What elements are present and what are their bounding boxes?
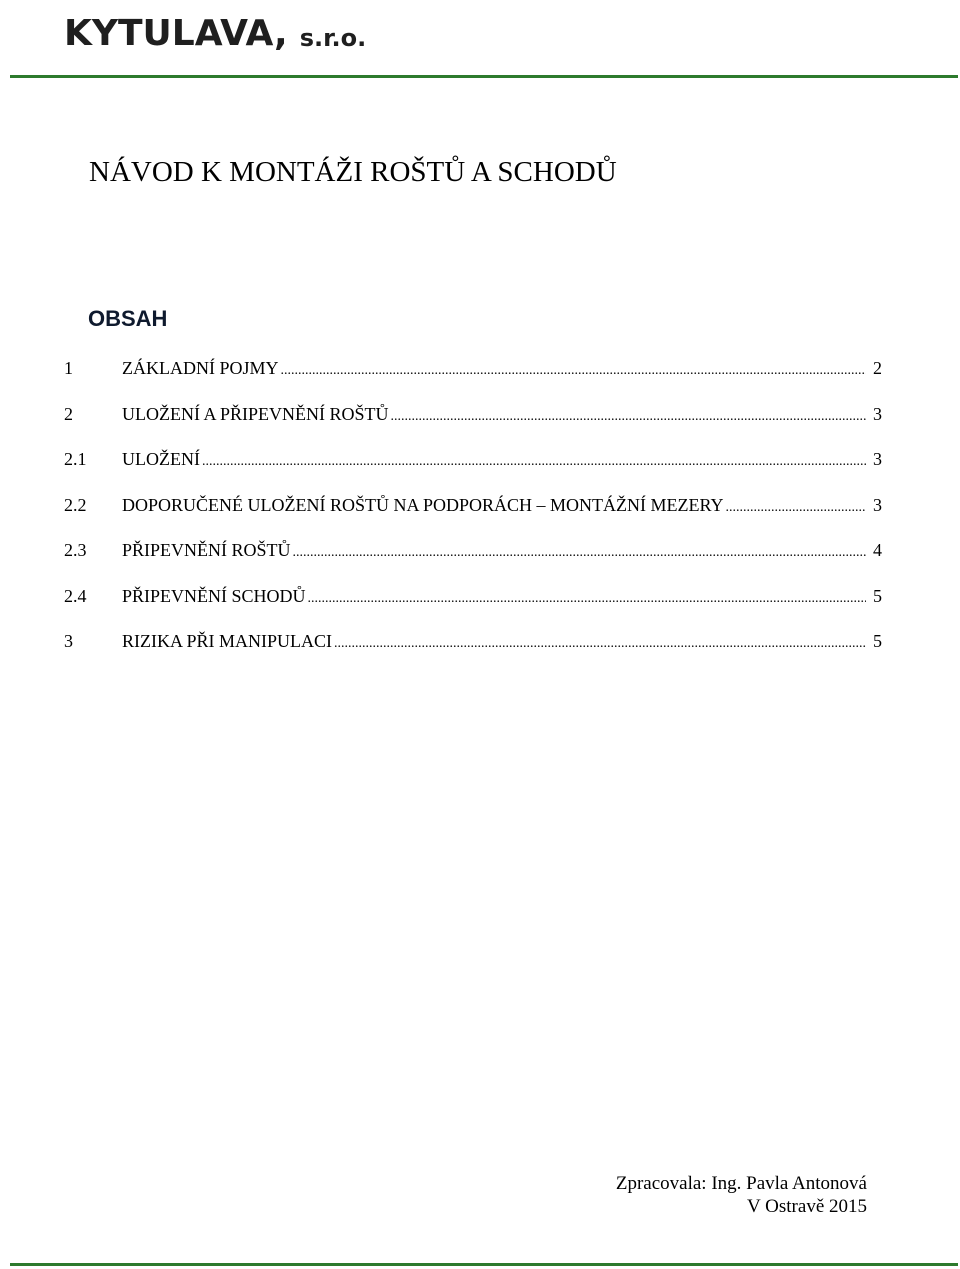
toc-entry[interactable]: [64, 493, 882, 539]
prepared-by: Zpracovala: Ing. Pavla Antonová: [615, 1173, 867, 1194]
toc-entry-label[interactable]: ULOŽENÍ: [122, 449, 200, 469]
toc-entry-number: 2: [64, 403, 73, 424]
toc-dot-leader: [308, 587, 866, 611]
toc-entry[interactable]: [64, 538, 882, 584]
toc-entry[interactable]: [64, 584, 882, 630]
toc-dot-leader: [293, 541, 866, 565]
toc-entry-page: 5: [873, 585, 882, 606]
header-divider: [10, 75, 958, 78]
toc-entry-number: 2.1: [64, 449, 87, 469]
toc-dot-leader: [391, 405, 866, 429]
toc-entry-label[interactable]: ULOŽENÍ A PŘIPEVNĚNÍ ROŠTŮ: [122, 403, 389, 424]
toc-entry-label[interactable]: ZÁKLADNÍ POJMY: [122, 358, 279, 378]
toc-entry-page: 4: [873, 540, 882, 560]
toc-heading: OBSAH: [88, 306, 168, 331]
toc-entry-number: 2.4: [64, 585, 87, 606]
toc-entry-number: 1: [64, 358, 73, 378]
toc-entry-page: 2: [873, 358, 882, 378]
toc-entry-label[interactable]: PŘIPEVNĚNÍ SCHODŮ: [122, 585, 306, 606]
toc-dot-leader: [334, 632, 866, 656]
toc-entry-page: 3: [873, 403, 882, 424]
toc-entry-label[interactable]: RIZIKA PŘI MANIPULACI: [122, 631, 333, 651]
toc-entry-page: 5: [873, 631, 882, 651]
toc-entry-page: 3: [873, 449, 882, 469]
document-title: NÁVOD K MONTÁŽI ROŠTŮ A SCHODŮ: [89, 156, 617, 188]
toc-entry[interactable]: [64, 356, 882, 402]
company-logo: [64, 2, 366, 52]
place-and-year: V Ostravě 2015: [747, 1196, 867, 1217]
toc-entry-page: 3: [873, 494, 882, 515]
toc-dot-leader: [726, 496, 866, 520]
toc-entry[interactable]: [64, 629, 882, 675]
toc-entry-label[interactable]: PŘIPEVNĚNÍ ROŠTŮ: [122, 540, 291, 560]
logo-wordmark: KYTULAVA,: [64, 13, 288, 54]
footer-divider: [10, 1263, 958, 1266]
toc-dot-leader: [281, 359, 867, 383]
toc-dot-leader: [202, 450, 866, 474]
toc-entry-number: 2.2: [64, 494, 87, 515]
toc-entry-label[interactable]: DOPORUČENÉ ULOŽENÍ ROŠTŮ NA PODPORÁCH – MONTÁŽNÍ MEZERY: [122, 494, 724, 515]
logo-legal-suffix: s.r.o.: [299, 24, 367, 52]
toc-entry-number: 3: [64, 631, 73, 651]
toc-entry[interactable]: [64, 402, 882, 448]
document-author-block: [616, 1172, 867, 1218]
toc-entry-number: 2.3: [64, 540, 87, 560]
toc-entry[interactable]: [64, 447, 882, 493]
table-of-contents: [64, 356, 882, 675]
